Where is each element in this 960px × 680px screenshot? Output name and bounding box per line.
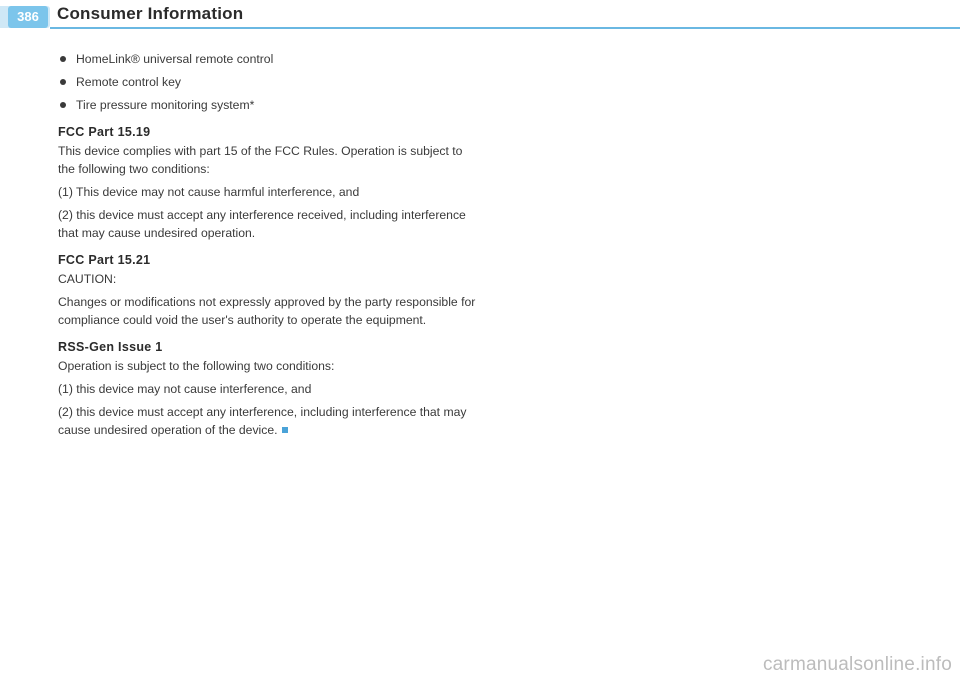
feature-list (58, 50, 478, 114)
watermark: carmanualsonline.info (762, 654, 952, 675)
section-heading-rss-gen: RSS-Gen Issue 1 (58, 340, 163, 354)
list-item (58, 50, 478, 68)
paragraph: (1) this device may not cause interference, and (58, 382, 312, 396)
section-heading-fcc-15-21: FCC Part 15.21 (58, 253, 151, 267)
list-item-text: Tire pressure monitoring system* (76, 98, 255, 112)
bullet-icon (60, 102, 66, 108)
section-title: Consumer Information (57, 4, 244, 23)
page-number: 386 (8, 6, 48, 28)
bullet-icon (60, 79, 66, 85)
bullet-icon (60, 56, 66, 62)
page-content (58, 50, 478, 444)
section-heading-fcc-15-19: FCC Part 15.19 (58, 125, 151, 139)
end-of-section-icon (282, 427, 288, 433)
header-divider (50, 27, 960, 29)
paragraph: (1) This device may not cause harmful interference, and (58, 185, 360, 199)
list-item (58, 73, 478, 91)
paragraph-text: (2) this device must accept any interference, including interference that may cause undesired operation of the device. (58, 405, 467, 437)
paragraph-last (58, 403, 478, 439)
paragraph: This device complies with part 15 of the FCC Rules. Operation is subject to the following two conditions: (58, 144, 463, 176)
paragraph: Operation is subject to the following two conditions: (58, 359, 335, 373)
page-number-badge (0, 6, 50, 28)
list-item-text: Remote control key (76, 75, 181, 89)
paragraph: Changes or modifications not expressly approved by the party responsible for compliance could void the user's authority to operate the equipment. (58, 295, 476, 327)
page-header (0, 0, 960, 30)
list-item (58, 96, 478, 114)
paragraph: CAUTION: (58, 272, 117, 286)
paragraph: (2) this device must accept any interference received, including interference that may cause undesired operation. (58, 208, 466, 240)
list-item-text: HomeLink® universal remote control (76, 52, 274, 66)
